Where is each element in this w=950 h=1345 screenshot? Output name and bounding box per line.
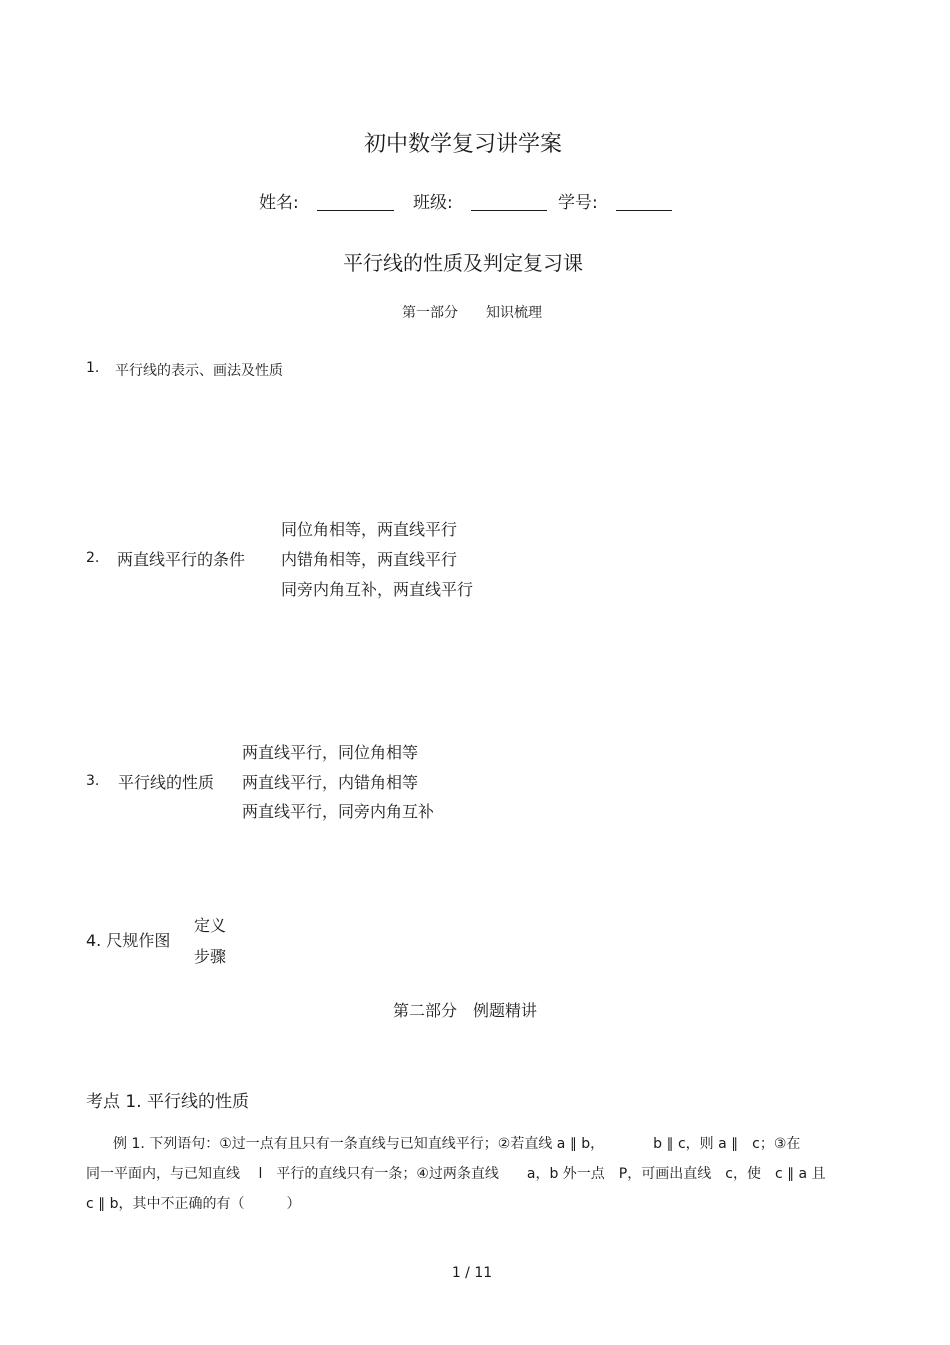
- part-two-heading: 第二部分 例题精讲: [393, 1001, 538, 1020]
- condition-item: 同旁内角互补，两直线平行: [281, 580, 474, 599]
- section-2-label: 两直线平行的条件: [117, 550, 246, 569]
- example-1-line: c ∥ b，其中不正确的有（ ）: [86, 1196, 301, 1212]
- section-1-number: 1.: [86, 360, 100, 376]
- class-label: 班级:: [413, 193, 453, 213]
- class-blank: [471, 210, 547, 211]
- page-number: 1 / 11: [451, 1265, 493, 1281]
- student-id-blank: [616, 210, 672, 211]
- section-1-label: 平行线的表示、画法及性质: [115, 363, 283, 379]
- section-2-number: 2.: [86, 550, 100, 566]
- name-blank: [317, 210, 394, 211]
- property-item: 两直线平行，同位角相等: [242, 743, 419, 762]
- property-item: 两直线平行，同旁内角互补: [242, 802, 435, 821]
- lesson-subtitle: 平行线的性质及判定复习课: [343, 251, 583, 275]
- document-title: 初中数学复习讲学案: [363, 132, 562, 157]
- property-item: 两直线平行，内错角相等: [242, 773, 419, 792]
- example-1-line: 同一平面内，与已知直线 l 平行的直线只有一条；④过两条直线 a，b 外一点 P，可画出直线 c，使 c ∥ a 且: [86, 1166, 826, 1182]
- name-label: 姓名:: [259, 193, 299, 213]
- topic-1-heading: 考点 1. 平行线的性质: [86, 1092, 250, 1112]
- section-3-label: 平行线的性质: [118, 773, 215, 792]
- student-id-label: 学号:: [558, 193, 598, 213]
- construction-item: 定义: [194, 916, 227, 935]
- part-one-heading: 第一部分 知识梳理: [402, 305, 542, 321]
- example-1-line: 例 1. 下列语句：①过一点有且只有一条直线与已知直线平行；②若直线 a ∥ b， b ∥ c，则 a ∥ c；③在: [113, 1136, 801, 1152]
- condition-item: 同位角相等，两直线平行: [281, 520, 458, 539]
- condition-item: 内错角相等，两直线平行: [281, 550, 458, 569]
- construction-item: 步骤: [194, 947, 227, 966]
- section-3-number: 3.: [86, 773, 100, 789]
- section-4-label: 4. 尺规作图: [86, 931, 171, 950]
